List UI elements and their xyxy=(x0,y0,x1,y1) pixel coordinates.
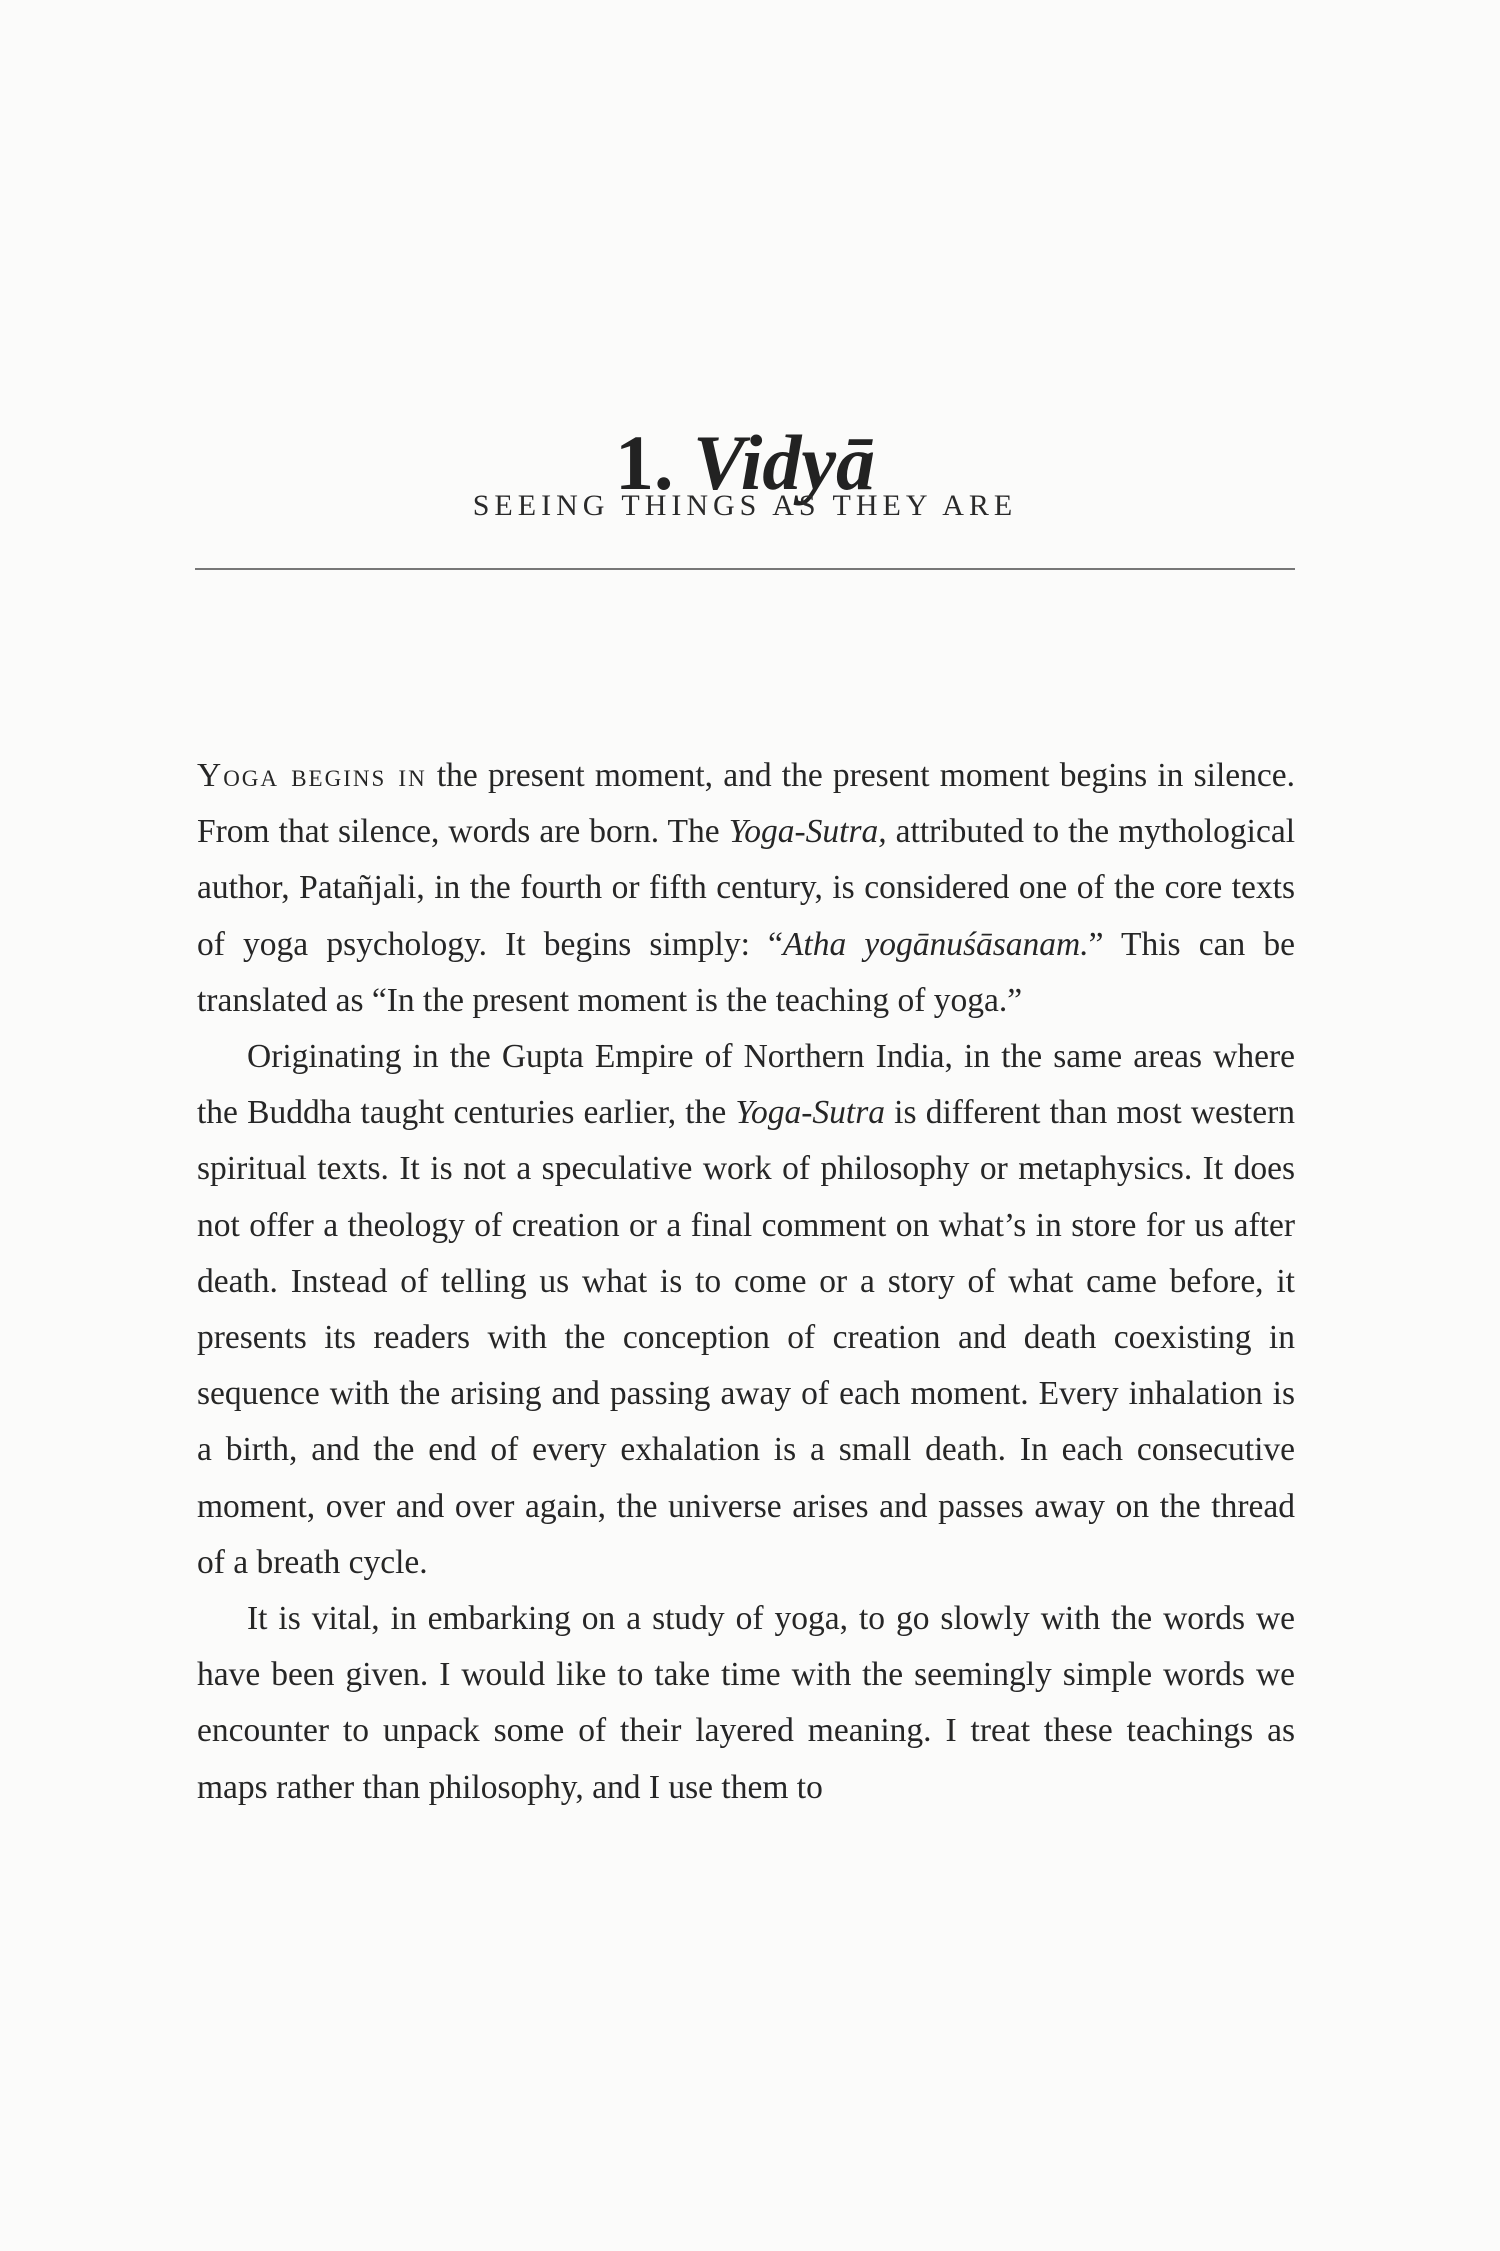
chapter-number: 1. xyxy=(614,419,674,507)
chapter-name: Vidyā xyxy=(692,419,875,507)
chapter-subtitle: SEEING THINGS AS THEY ARE xyxy=(472,489,1018,522)
sanskrit-quote: Atha yogānuśāsanam. xyxy=(782,925,1089,963)
paragraph-2-text-b: is different than most western spiritual texts. It is not a speculative work of philosophy or metaphysics. It does not offer a theology of creation or a final comment on what’s in store for us after death. Instead of telling us what is to come or a story of what came before, it presents its readers with the conception of creation and death coexisting in sequence with the arising and passing away of each moment. Every inhalation is a birth, and the end of every exhalation is a small death. In each consecutive moment, over and over again, the universe arises and passes away on the thread of a breath cycle. xyxy=(197,1094,1295,1581)
paragraph-lead-in: Yoga begins in xyxy=(197,757,427,794)
paragraph-3 xyxy=(197,1591,1295,1816)
book-title-yoga-sutra: Yoga-Sutra, xyxy=(728,813,887,851)
paragraph-3-text-a: It is vital, in embarking on a study of yoga, to go slowly with the words we have been given. I would like to take time with the seemingly simple words we encounter to unpack some of their layered meaning. I treat these teachings as maps rather than philosophy, and I use them to xyxy=(197,1600,1295,1806)
paragraph-1-text-c: ” This can be translated as “In the present moment is the teaching of yoga.” xyxy=(197,925,1295,1019)
paragraph-2-text-a: Originating in the Gupta Empire of Northern India, in the same areas where the Buddha taught centuries earlier, the xyxy=(197,1038,1295,1132)
chapter-body xyxy=(197,748,1295,1816)
paragraph-1 xyxy=(197,748,1295,1029)
paragraph-2 xyxy=(197,1029,1295,1591)
paragraph-1-text-b: attributed to the mythological author, Patañjali, in the fourth or fifth century, is considered one of the core texts of yoga psychology. It begins simply: “ xyxy=(197,813,1296,963)
book-title-yoga-sutra: Yoga-Sutra xyxy=(735,1094,885,1132)
heading-divider xyxy=(195,568,1295,570)
paragraph-1-text-a: the present moment, and the present moment begins in silence. From that silence, words are born. The xyxy=(197,757,1295,851)
